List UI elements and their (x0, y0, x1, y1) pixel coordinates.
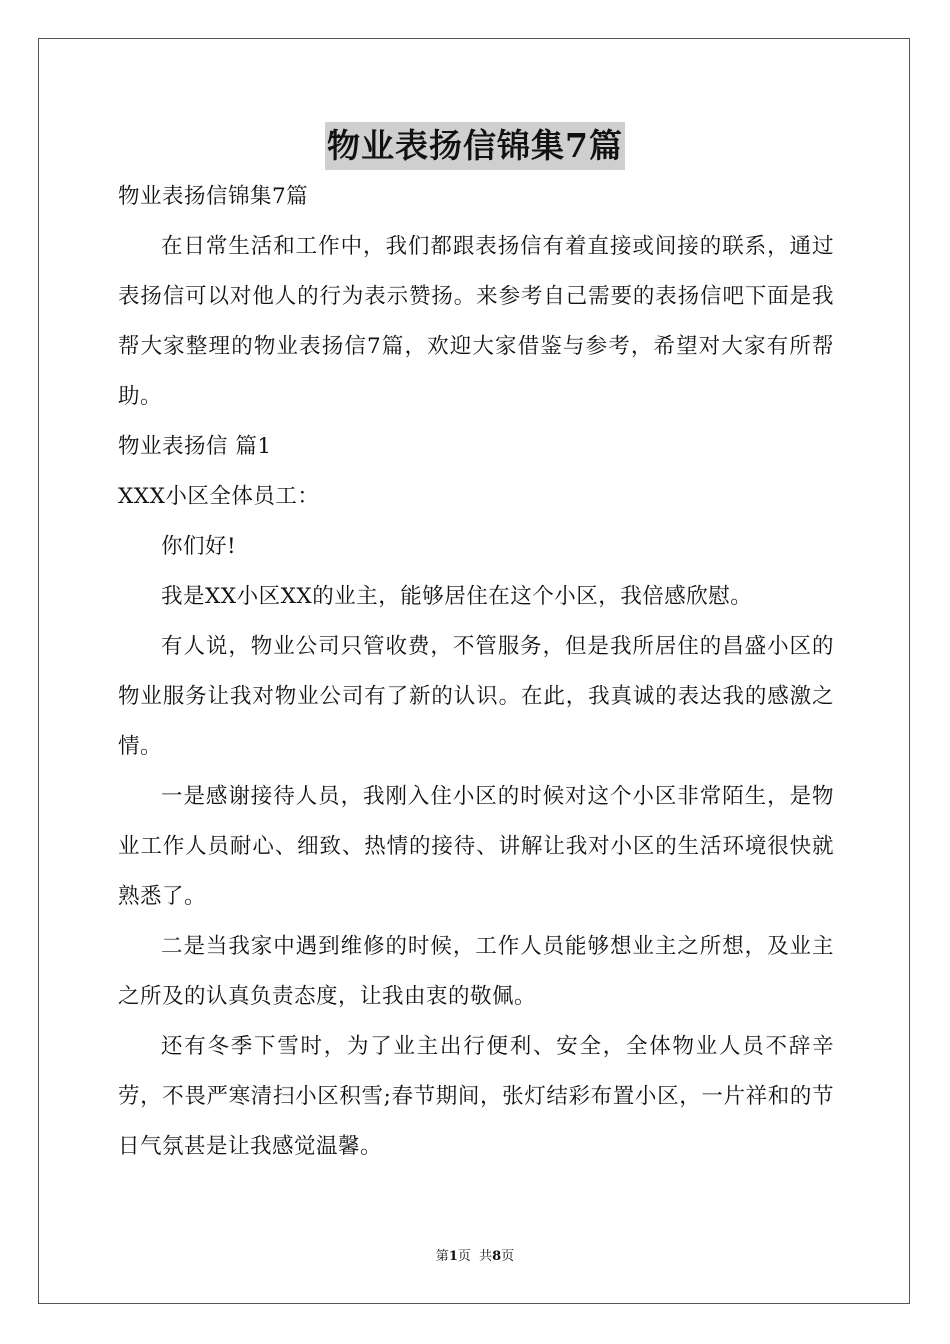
section-heading: 物业表扬信 篇1 (118, 434, 272, 459)
paragraph: 还有冬季下雪时，为了业主出行便利、安全，全体物业人员不辞辛劳，不畏严寒清扫小区积雪;春节期间，张灯结彩布置小区，一片祥和的节日气氛甚是让我感觉温馨。 (118, 1034, 834, 1159)
page-suffix: 页 (501, 1249, 515, 1264)
paragraph: 一是感谢接待人员，我刚入住小区的时候对这个小区非常陌生，是物业工作人员耐心、细致、热情的接待、讲解让我对小区的生活环境很快就熟悉了。 (118, 784, 834, 909)
paragraph: 有人说，物业公司只管收费，不管服务，但是我所居住的昌盛小区的物业服务让我对物业公司有了新的认识。在此，我真诚的表达我的感激之情。 (118, 634, 834, 759)
page-prefix: 第 (435, 1249, 449, 1264)
paragraph: 在日常生活和工作中，我们都跟表扬信有着直接或间接的联系，通过表扬信可以对他人的行为表示赞扬。来参考自己需要的表扬信吧下面是我帮大家整理的物业表扬信7篇，欢迎大家借鉴与参考，希望对大家有所帮助。 (118, 234, 834, 409)
document-title: 物业表扬信锦集7篇 (325, 122, 625, 170)
paragraph: 二是当我家中遇到维修的时候，工作人员能够想业主之所想，及业主之所及的认真负责态度，让我由衷的敬佩。 (118, 934, 834, 1009)
paragraph: 物业表扬信锦集7篇 (118, 184, 309, 209)
page-current: 1 (448, 1249, 458, 1264)
document-body (118, 172, 834, 1172)
page-footer (0, 1248, 950, 1266)
page-total: 8 (492, 1249, 502, 1264)
salutation: XXX小区全体员工： (118, 484, 320, 509)
greeting: 你们好! (161, 534, 237, 559)
title-container (0, 122, 950, 170)
paragraph: 我是XX小区XX的业主，能够居住在这个小区，我倍感欣慰。 (161, 584, 753, 609)
page-mid: 页 共 (457, 1249, 493, 1264)
